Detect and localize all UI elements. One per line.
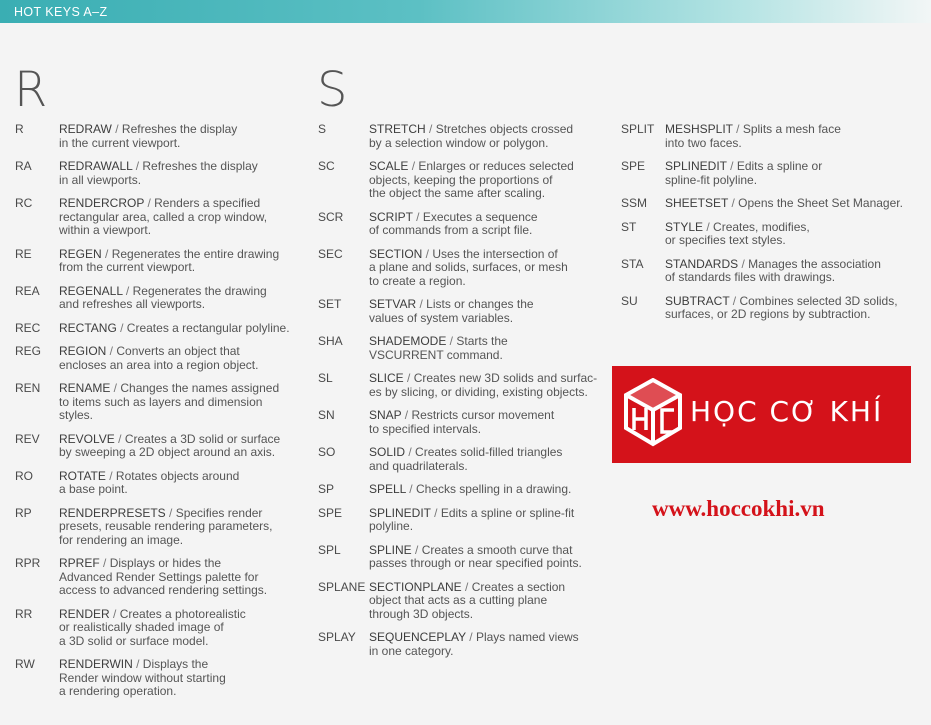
hotkey-row	[318, 298, 608, 325]
hotkey-description: REDRAWALL / Refreshes the display in all viewports.	[59, 159, 258, 187]
command-name: SCALE	[369, 159, 409, 173]
hotkey-row	[318, 335, 608, 362]
hotkey-column-r	[15, 123, 305, 709]
command-name: REGEN	[59, 246, 102, 261]
hotkey-row	[15, 285, 305, 312]
hotkey-description: SLICE / Creates new 3D solids and surfac- es by slicing, or dividing, existing objects.	[369, 371, 598, 399]
command-name: RENDERCROP	[59, 196, 145, 210]
hotkey-description: SHADEMODE / Starts the VSCURRENT command.	[369, 334, 508, 362]
hotkey-row	[621, 197, 921, 211]
hotkey-shortcut: REC	[15, 320, 41, 335]
hotkey-description: SPLINE / Creates a smooth curve that passes through or near specified points.	[369, 542, 582, 570]
command-name: RECTANG	[59, 320, 117, 335]
command-name: RPREF	[59, 556, 100, 570]
hotkey-shortcut: REV	[15, 431, 40, 446]
hotkey-row	[318, 446, 608, 473]
section-letter-s: S	[317, 62, 348, 118]
command-description: Executes a sequence of commands from a script file.	[369, 209, 538, 237]
hotkey-row	[15, 608, 305, 649]
hotkey-description: ROTATE / Rotates objects around a base point.	[59, 468, 240, 496]
hotkey-shortcut: RR	[15, 606, 33, 621]
hotkey-description: STYLE / Creates, modifies, or specifies text styles.	[665, 219, 810, 247]
hotkey-shortcut: SPLANE	[318, 579, 366, 594]
command-name: SPELL	[369, 482, 406, 496]
hotkey-row	[15, 658, 305, 699]
hotkey-shortcut: SPL	[318, 542, 341, 557]
hotkey-description: SUBTRACT / Combines selected 3D solids, surfaces, or 2D regions by subtraction.	[665, 293, 898, 321]
hotkey-shortcut: REG	[15, 344, 42, 358]
hotkey-description: REGEN / Regenerates the entire drawing from the current viewport.	[59, 246, 280, 274]
hotkey-row	[318, 483, 608, 497]
hotkey-description: SOLID / Creates solid-filled triangles and quadrilaterals.	[369, 445, 563, 473]
command-name: REDRAWALL	[59, 159, 133, 173]
hotkey-row	[15, 197, 305, 238]
command-description: Renders a specified rectangular area, called a crop window, within a viewport.	[59, 196, 268, 237]
hotkey-shortcut: SPE	[318, 505, 343, 520]
hotkey-row	[318, 581, 608, 622]
hotkey-row	[621, 221, 921, 248]
hotkey-row	[318, 507, 608, 534]
hotkey-description: SPELL / Checks spelling in a drawing.	[369, 482, 572, 496]
hotkey-row	[318, 631, 608, 658]
hotkey-description: RENDERPRESETS / Specifies render presets, reusable rendering parameters, for rendering an image.	[59, 505, 273, 547]
command-name: STANDARDS	[665, 256, 739, 271]
hotkey-row	[318, 123, 608, 150]
command-name: SECTION	[369, 246, 423, 261]
hotkey-description: STANDARDS / Manages the association of standards files with drawings.	[665, 256, 881, 284]
hotkey-shortcut: REA	[15, 283, 40, 298]
command-description: Uses the intersection of a plane and solids, surfaces, or mesh to create a region.	[369, 246, 568, 288]
hotkey-row	[318, 544, 608, 571]
cube-logo-icon	[622, 378, 684, 450]
command-description: Regenerates the entire drawing from the current viewport.	[59, 246, 280, 274]
hotkey-shortcut: SP	[318, 482, 335, 496]
hotkey-description: SECTION / Uses the intersection of a plane and solids, surfaces, or mesh to create a region.	[369, 246, 568, 288]
hotkey-shortcut: RW	[15, 657, 35, 671]
hotkey-shortcut: SCR	[318, 209, 344, 224]
hotkey-row	[15, 322, 305, 336]
command-description: Restricts cursor movement to specified intervals.	[369, 408, 555, 436]
command-description: Opens the Sheet Set Manager.	[738, 196, 903, 210]
command-description: Rotates objects around a base point.	[59, 468, 240, 496]
command-name: SLICE	[369, 371, 404, 385]
hotkey-shortcut: RPR	[15, 556, 41, 570]
hotkey-shortcut: REN	[15, 381, 41, 395]
command-name: RENAME	[59, 381, 111, 395]
command-name: SCRIPT	[369, 209, 413, 224]
hotkey-row	[15, 160, 305, 187]
hotkey-row	[15, 123, 305, 150]
command-name: SUBTRACT	[665, 293, 730, 308]
hotkey-column-s	[318, 123, 608, 668]
hotkey-shortcut: ST	[621, 219, 637, 234]
command-description: Splits a mesh face into two faces.	[665, 122, 841, 150]
hotkey-description: STRETCH / Stretches objects crossed by a selection window or polygon.	[369, 122, 574, 150]
section-letter-r: R	[14, 62, 48, 118]
header-bar	[0, 0, 931, 23]
hotkey-description: RENAME / Changes the names assigned to items such as layers and dimension styles.	[59, 381, 280, 422]
hotkey-shortcut: R	[15, 122, 24, 136]
hotkey-shortcut: S	[318, 122, 327, 136]
command-name: ROTATE	[59, 468, 106, 483]
command-description: Creates a photorealistic or realistically shaded image of a 3D solid or surface model.	[59, 606, 246, 648]
hotkey-column-s-continued	[621, 123, 921, 332]
hotkey-shortcut: RP	[15, 505, 32, 520]
hotkey-description: SECTIONPLANE / Creates a section object that acts as a cutting plane through 3D objects.	[369, 579, 566, 621]
command-description: Edits a spline or spline-fit polyline.	[665, 159, 823, 187]
hotkey-shortcut: SPE	[621, 159, 646, 173]
hotkey-description: SETVAR / Lists or changes the values of system variables.	[369, 297, 534, 325]
hotkey-shortcut: SPLAY	[318, 630, 356, 644]
hotkey-shortcut: SHA	[318, 334, 343, 348]
hotkey-row	[15, 382, 305, 423]
command-name: SHEETSET	[665, 196, 729, 210]
hotkey-shortcut: RC	[15, 196, 33, 210]
hotkey-row	[318, 409, 608, 436]
command-description: Refreshes the display in all viewports.	[59, 159, 258, 187]
hotkey-shortcut: STA	[621, 256, 644, 271]
logo-text: HỌC CƠ KHÍ	[690, 395, 884, 428]
command-name: SETVAR	[369, 297, 417, 311]
hotkey-shortcut: RE	[15, 246, 32, 261]
command-description: Creates solid-filled triangles and quadrilaterals.	[369, 445, 563, 473]
command-name: SECTIONPLANE	[369, 579, 462, 594]
command-name: RENDERPRESETS	[59, 505, 166, 520]
command-description: Combines selected 3D solids, surfaces, or 2D regions by subtraction.	[665, 293, 898, 321]
hotkey-description: REGION / Converts an object that encloses an area into a region object.	[59, 344, 259, 372]
command-description: Displays or hides the Advanced Render Settings palette for access to advanced rendering settings.	[59, 556, 268, 597]
command-description: Creates a smooth curve that passes through or near specified points.	[369, 542, 582, 570]
command-name: STRETCH	[369, 122, 426, 136]
command-description: Stretches objects crossed by a selection window or polygon.	[369, 122, 574, 150]
hotkey-description: RENDERWIN / Displays the Render window without starting a rendering operation.	[59, 657, 226, 698]
header-title: HOT KEYS A–Z	[14, 5, 108, 19]
hotkey-shortcut: SPLIT	[621, 122, 655, 136]
command-name: STYLE	[665, 219, 704, 234]
hotkey-row	[15, 248, 305, 275]
hotkey-description: SPLINEDIT / Edits a spline or spline-fit polyline.	[369, 505, 575, 533]
command-name: SEQUENCEPLAY	[369, 630, 466, 644]
command-description: Creates new 3D solids and surfac- es by slicing, or dividing, existing objects.	[369, 371, 598, 399]
command-description: Starts the VSCURRENT command.	[369, 334, 508, 362]
hotkey-description: SEQUENCEPLAY / Plays named views in one category.	[369, 630, 579, 658]
website-link[interactable]: www.hoccokhi.vn	[652, 496, 825, 521]
hotkey-shortcut: SU	[621, 293, 638, 308]
command-name: RENDER	[59, 606, 110, 621]
command-name: SPLINEDIT	[369, 505, 431, 520]
hotkey-row	[621, 160, 921, 187]
hotkey-description: SCALE / Enlarges or reduces selected objects, keeping the proportions of the object the same after scaling.	[369, 159, 574, 200]
command-description: Specifies render presets, reusable rendering parameters, for rendering an image.	[59, 505, 273, 547]
hotkey-row	[318, 211, 608, 238]
command-name: REGION	[59, 344, 107, 358]
command-name: SNAP	[369, 408, 402, 422]
command-description: Changes the names assigned to items such as layers and dimension styles.	[59, 381, 280, 422]
hotkey-description: REGENALL / Regenerates the drawing and refreshes all viewports.	[59, 283, 267, 311]
command-description: Creates a 3D solid or surface by sweeping a 2D object around an axis.	[59, 431, 281, 459]
command-description: Plays named views in one category.	[369, 630, 579, 658]
hotkey-shortcut: SO	[318, 445, 336, 459]
hotkey-description: MESHSPLIT / Splits a mesh face into two faces.	[665, 122, 841, 150]
command-description: Edits a spline or spline-fit polyline.	[369, 505, 575, 533]
hotkey-row	[15, 470, 305, 497]
command-name: REVOLVE	[59, 431, 115, 446]
command-name: MESHSPLIT	[665, 122, 733, 136]
command-description: Lists or changes the values of system variables.	[369, 297, 534, 325]
hotkey-shortcut: SC	[318, 159, 335, 173]
hotkey-shortcut: SN	[318, 408, 335, 422]
hotkey-row	[15, 345, 305, 372]
hotkey-shortcut: SSM	[621, 196, 648, 210]
command-description: Manages the association of standards files with drawings.	[665, 256, 881, 284]
hotkey-shortcut: SEC	[318, 246, 343, 261]
hotkey-description: SCRIPT / Executes a sequence of commands from a script file.	[369, 209, 538, 237]
command-description: Creates a rectangular polyline.	[126, 320, 290, 335]
command-name: RENDERWIN	[59, 657, 133, 671]
hotkey-description: RENDERCROP / Renders a specified rectangular area, called a crop window, within a viewport.	[59, 196, 268, 237]
command-description: Regenerates the drawing and refreshes all viewports.	[59, 283, 267, 311]
command-description: Converts an object that encloses an area into a region object.	[59, 344, 259, 372]
hotkey-row	[15, 557, 305, 598]
command-name: SOLID	[369, 445, 406, 459]
hotkey-description: SNAP / Restricts cursor movement to specified intervals.	[369, 408, 555, 436]
command-name: REDRAW	[59, 122, 112, 136]
hotkey-description: RENDER / Creates a photorealistic or realistically shaded image of a 3D solid or surface model.	[59, 606, 246, 648]
hotkey-row	[318, 160, 608, 201]
hotkey-row	[15, 507, 305, 548]
hotkey-shortcut: RO	[15, 468, 33, 483]
hotkey-shortcut: RA	[15, 159, 32, 173]
hotkey-description: SPLINEDIT / Edits a spline or spline-fit polyline.	[665, 159, 823, 187]
command-name: REGENALL	[59, 283, 123, 298]
hotkey-row	[621, 123, 921, 150]
hotkey-row	[15, 433, 305, 460]
hotkey-row	[621, 258, 921, 285]
command-description: Creates, modifies, or specifies text styles.	[665, 219, 810, 247]
hotkey-description: RPREF / Displays or hides the Advanced Render Settings palette for access to advanced rendering settings.	[59, 556, 268, 597]
command-name: SPLINEDIT	[665, 159, 727, 173]
hoc-co-khi-logo	[612, 366, 911, 463]
command-description: Checks spelling in a drawing.	[415, 482, 572, 496]
command-description: Refreshes the display in the current viewport.	[59, 122, 238, 150]
command-name: SPLINE	[369, 542, 412, 557]
hotkey-description: SHEETSET / Opens the Sheet Set Manager.	[665, 196, 903, 210]
hotkey-shortcut: SET	[318, 297, 342, 311]
command-description: Enlarges or reduces selected objects, keeping the proportions of the object the same after scaling.	[369, 159, 574, 200]
hotkey-description: RECTANG / Creates a rectangular polyline.	[59, 320, 290, 335]
command-name: SHADEMODE	[369, 334, 447, 348]
command-description: Creates a section object that acts as a cutting plane through 3D objects.	[369, 579, 566, 621]
hotkey-description: REVOLVE / Creates a 3D solid or surface by sweeping a 2D object around an axis.	[59, 431, 281, 459]
hotkey-row	[621, 295, 921, 322]
command-description: Displays the Render window without starting a rendering operation.	[59, 657, 226, 698]
hotkey-row	[318, 248, 608, 289]
hotkey-description: REDRAW / Refreshes the display in the current viewport.	[59, 122, 238, 150]
hotkey-row	[318, 372, 608, 399]
hotkey-shortcut: SL	[318, 371, 333, 385]
